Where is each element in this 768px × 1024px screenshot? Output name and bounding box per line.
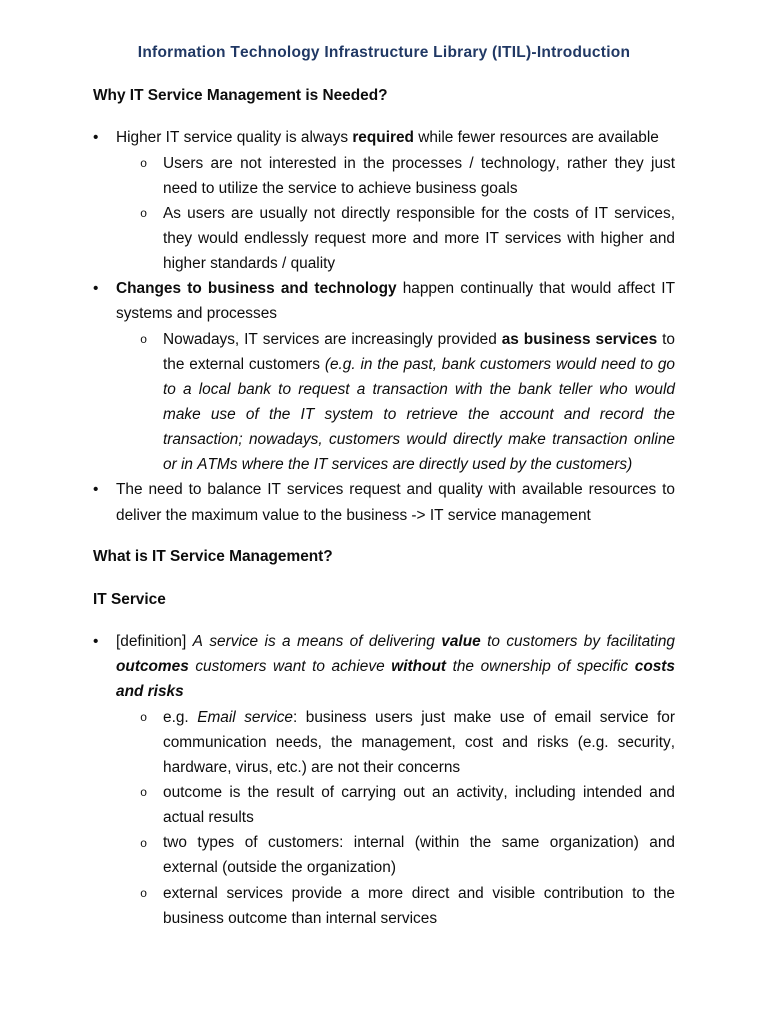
list-item-text (116, 629, 675, 704)
text-run-bold-italic: and risks (116, 683, 184, 701)
section-heading-what-is-itsm: What is IT Service Management? (93, 548, 333, 566)
text-line (163, 452, 675, 477)
text-run: [definition] (116, 633, 193, 651)
text-run-bold: required (352, 129, 414, 147)
text-line (163, 352, 675, 377)
text-run-italic: the ownership of specific (446, 658, 635, 676)
text-run-bold-italic: costs (634, 658, 675, 676)
text-run-italic: to customers by facilitating (480, 633, 675, 651)
bullet-list-why (93, 125, 675, 527)
text-line (163, 906, 675, 931)
text-run-bold: Changes to business and technology (116, 280, 397, 298)
sub-bullet-marker: o (140, 836, 148, 851)
text-line (116, 503, 675, 528)
sub-list-item-text (163, 151, 675, 201)
text-run-bold: as business services (501, 330, 658, 348)
text-run-italic: to a local bank to request a transaction with the bank teller who would (163, 380, 675, 398)
sub-bullet-marker: o (140, 887, 148, 902)
text-run: Users are not interested in the processes / technology, rather they just (163, 154, 675, 172)
text-run-italic: A service is a means of delivering (192, 633, 442, 651)
text-run: need to utilize the service to achieve business goals (163, 179, 518, 197)
sub-list-item (116, 705, 675, 780)
text-line (163, 730, 675, 755)
text-line (163, 151, 675, 176)
text-run: The need to balance IT services request and quality with available resources to (116, 481, 675, 499)
bullet-marker: • (93, 633, 99, 651)
text-line (163, 705, 675, 730)
sub-list-item (116, 830, 675, 880)
text-line (163, 226, 675, 251)
sub-list-item-text (163, 830, 675, 880)
text-line (116, 301, 675, 326)
text-line (163, 755, 675, 780)
text-line (163, 377, 675, 402)
sub-list-item (116, 201, 675, 276)
text-line (116, 629, 675, 654)
bullet-marker: • (93, 481, 99, 499)
bullet-marker: • (93, 129, 99, 147)
text-run-bold-italic: without (391, 658, 446, 676)
list-item-text (116, 276, 675, 326)
text-run: communication needs, the management, cost and risks (e.g. security, (163, 733, 675, 751)
list-item-text (116, 125, 675, 150)
sub-bullet-marker: o (140, 333, 148, 348)
text-run: external services provide a more direct and visible contribution to the (163, 884, 675, 902)
text-run: : business users just make use of email service for (293, 708, 676, 726)
text-line (116, 679, 675, 704)
text-run: while fewer resources are available (413, 129, 659, 147)
text-run: external (outside the organization) (163, 859, 396, 877)
text-run-italic: transaction; nowadays, customers would directly make transaction online (163, 431, 675, 449)
text-line (116, 276, 675, 301)
text-run-bold-italic: outcomes (116, 658, 189, 676)
text-run-bold-italic: value (441, 633, 481, 651)
text-line (163, 427, 675, 452)
text-run: Higher IT service quality is always (116, 129, 353, 147)
list-item (93, 276, 675, 477)
list-item-text (116, 477, 675, 527)
text-line (163, 327, 675, 352)
text-line (163, 251, 675, 276)
sub-bullet-marker: o (140, 157, 148, 172)
text-run: hardware, virus, etc.) are not their concerns (163, 758, 461, 776)
list-item (93, 629, 675, 931)
list-item (93, 125, 675, 276)
text-run: two types of customers: internal (within the same organization) and (163, 834, 675, 852)
text-run-italic: Email service (197, 708, 293, 726)
sub-list-item (116, 151, 675, 201)
text-run: outcome is the result of carrying out an activity, including intended and (163, 783, 675, 801)
text-run: As users are usually not directly responsible for the costs of IT services, (163, 204, 675, 222)
sub-list-item (116, 881, 675, 931)
bullet-marker: • (93, 280, 99, 298)
sub-bullet-marker: o (140, 786, 148, 801)
section-heading-why-itsm-needed: Why IT Service Management is Needed? (93, 87, 388, 105)
text-run-italic: or in ATMs where the IT services are directly used by the customers) (163, 456, 633, 474)
sub-list-item-text (163, 705, 675, 780)
text-run: happen continually that would affect IT (396, 280, 675, 298)
text-line (116, 477, 675, 502)
text-line (163, 780, 675, 805)
text-run: systems and processes (116, 305, 277, 323)
text-run: e.g. (163, 708, 198, 726)
sub-bullet-marker: o (140, 207, 148, 222)
text-run: deliver the maximum value to the business -> IT service management (116, 506, 591, 524)
document-title: Information Technology Infrastructure Library (ITIL)-Introduction (137, 44, 631, 61)
text-line (163, 830, 675, 855)
sub-list-item (116, 780, 675, 830)
text-line (116, 125, 675, 150)
text-line (163, 176, 675, 201)
text-run: Nowadays, IT services are increasingly provided (163, 330, 502, 348)
text-run-italic: customers want to achieve (188, 658, 392, 676)
document-body (93, 83, 675, 930)
sub-list-item-text (163, 780, 675, 830)
sub-list-item-text (163, 881, 675, 931)
sub-list-item-text (163, 201, 675, 276)
text-line (163, 805, 675, 830)
text-line (163, 881, 675, 906)
text-run: business outcome than internal services (163, 909, 438, 927)
section-heading-it-service: IT Service (93, 591, 166, 609)
text-run-italic: make use of the IT system to retrieve the account and record the (163, 405, 675, 423)
text-run-italic: (e.g. in the past, bank customers would need to go (324, 355, 675, 373)
sub-bullet-marker: o (140, 711, 148, 726)
list-item (93, 477, 675, 527)
text-run: they would endlessly request more and more IT services with higher and (163, 229, 675, 247)
text-run: the external customers (163, 355, 325, 373)
text-line (163, 855, 675, 880)
text-line (116, 654, 675, 679)
text-line (163, 402, 675, 427)
text-line (163, 201, 675, 226)
bullet-list-it-service (93, 629, 675, 931)
text-run: higher standards / quality (163, 255, 336, 273)
text-run: actual results (163, 809, 254, 827)
sub-list-item-text (163, 327, 675, 478)
text-run: to (657, 330, 675, 348)
sub-list-item (116, 327, 675, 478)
